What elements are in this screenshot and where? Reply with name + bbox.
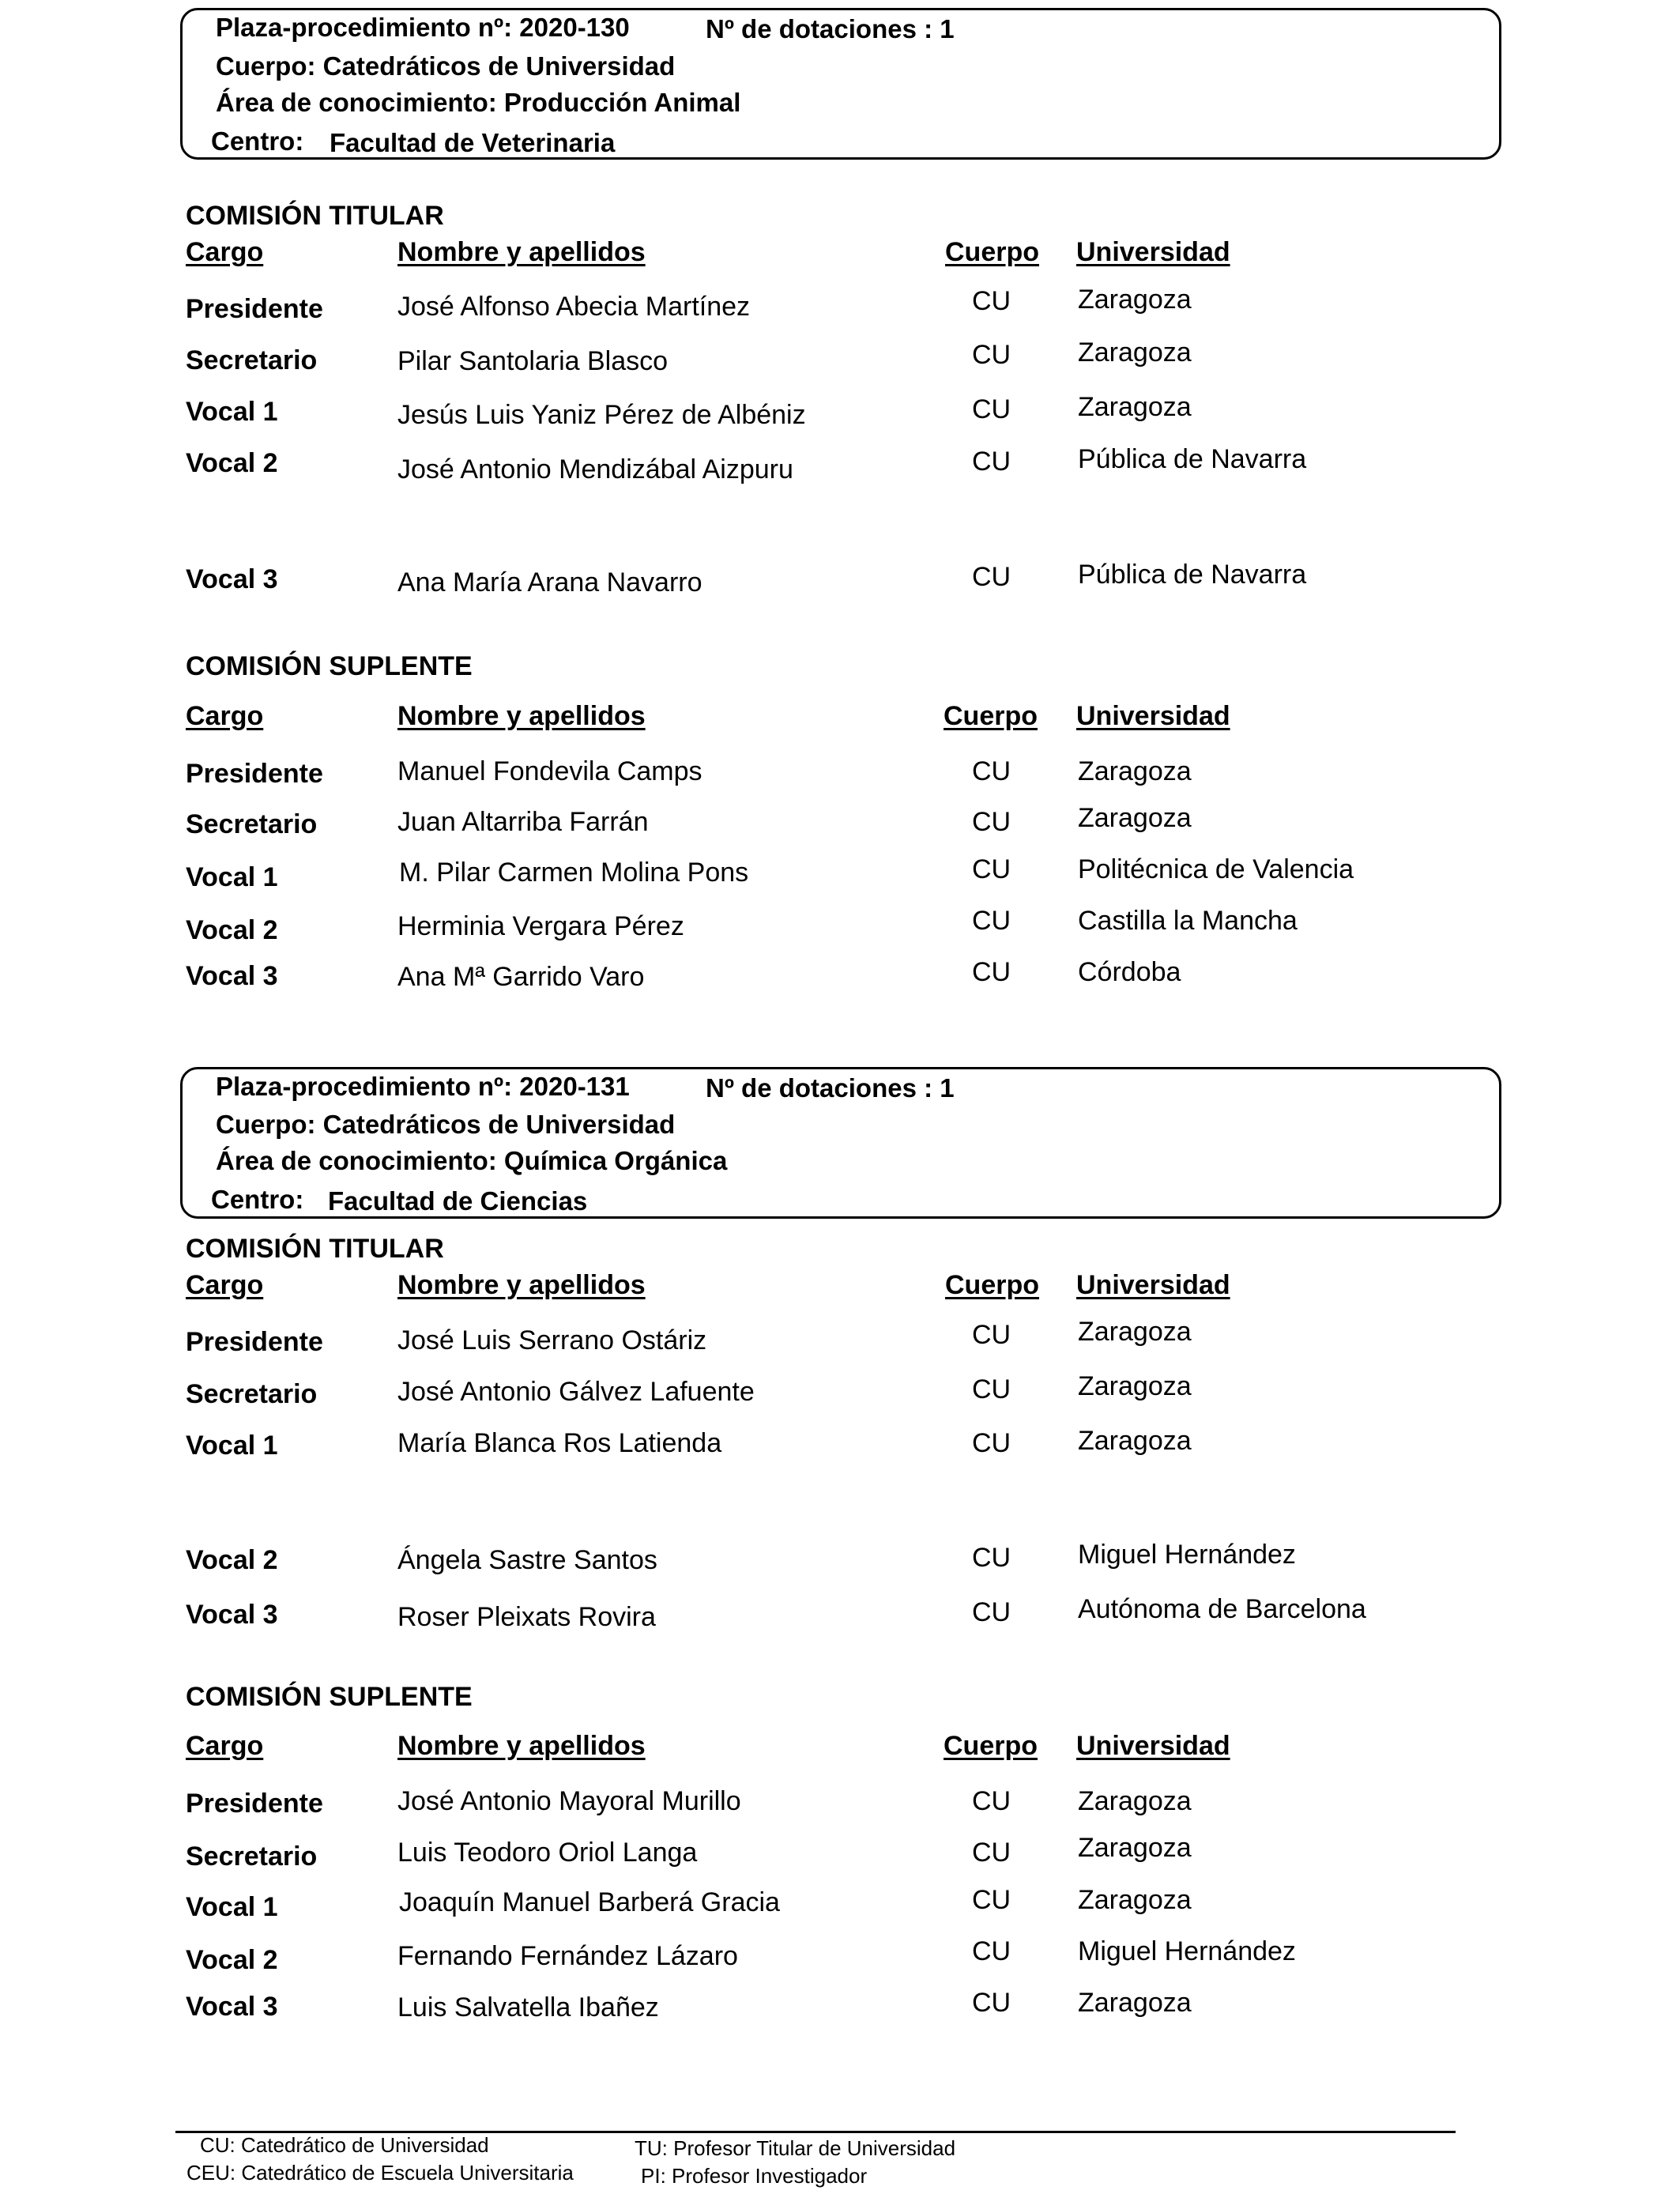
header-cargo: Cargo [186, 1270, 264, 1300]
plaza-line-2 [216, 1072, 630, 1102]
cuerpo-label: Cuerpo: [216, 51, 316, 81]
cuerpo-line-1 [216, 51, 675, 81]
row-cargo: Vocal 3 [186, 961, 278, 991]
row-nombre: Fernando Fernández Lázaro [397, 1941, 738, 1971]
legend-tu: TU: Profesor Titular de Universidad [635, 2136, 956, 2160]
area-label: Área de conocimiento: [216, 1146, 497, 1175]
header-cargo: Cargo [186, 701, 264, 731]
row-nombre: Pilar Santolaria Blasco [397, 346, 669, 376]
row-cargo: Vocal 2 [186, 448, 278, 478]
cuerpo-label: Cuerpo: [216, 1110, 316, 1139]
row-universidad: Zaragoza [1078, 1317, 1192, 1347]
comision-suplente-title: COMISIÓN SUPLENTE [186, 1682, 473, 1712]
row-nombre: Manuel Fondevila Camps [397, 756, 703, 786]
comision-titular-title: COMISIÓN TITULAR [186, 201, 444, 231]
row-universidad: Zaragoza [1078, 756, 1192, 786]
row-cargo: Vocal 1 [186, 397, 278, 427]
row-universidad: Pública de Navarra [1078, 444, 1307, 474]
plaza-label: Plaza-procedimiento nº: [216, 13, 513, 42]
row-universidad: Castilla la Mancha [1078, 906, 1298, 936]
row-cuerpo: CU [972, 1885, 1011, 1915]
row-cuerpo: CU [972, 1320, 1011, 1350]
dotaciones-line-2 [706, 1073, 955, 1103]
row-nombre: José Alfonso Abecia Martínez [397, 292, 751, 322]
header-nombre: Nombre y apellidos [397, 237, 646, 267]
row-cuerpo: CU [972, 1543, 1011, 1573]
dotaciones-label: Nº de dotaciones : [706, 14, 933, 43]
row-nombre: Roser Pleixats Rovira [397, 1602, 656, 1632]
row-nombre: Luis Teodoro Oriol Langa [397, 1838, 698, 1868]
header-cargo: Cargo [186, 237, 264, 267]
row-universidad: Zaragoza [1078, 1426, 1192, 1456]
header-cuerpo: Cuerpo [944, 701, 1038, 731]
row-nombre: José Antonio Mayoral Murillo [397, 1786, 741, 1816]
row-cargo: Vocal 3 [186, 1600, 278, 1630]
plaza-number: 2020-131 [519, 1072, 630, 1101]
row-universidad: Politécnica de Valencia [1078, 854, 1354, 884]
header-universidad: Universidad [1076, 237, 1230, 267]
row-cuerpo: CU [972, 854, 1011, 884]
plaza-number: 2020-130 [519, 13, 630, 42]
row-nombre: José Antonio Mendizábal Aizpuru [397, 454, 793, 484]
row-cuerpo: CU [972, 1428, 1011, 1458]
header-cuerpo: Cuerpo [945, 1270, 1039, 1300]
row-nombre: Ana María Arana Navarro [397, 567, 703, 598]
row-nombre: Luis Salvatella Ibañez [397, 1992, 659, 2022]
header-nombre: Nombre y apellidos [397, 1270, 646, 1300]
row-cargo: Presidente [186, 294, 323, 324]
row-nombre: María Blanca Ros Latienda [397, 1428, 722, 1458]
dotaciones-number: 1 [940, 1073, 955, 1103]
row-nombre: Ángela Sastre Santos [397, 1545, 657, 1575]
row-cuerpo: CU [972, 1838, 1011, 1868]
row-cargo: Vocal 1 [186, 1892, 278, 1922]
row-cargo: Presidente [186, 1327, 323, 1357]
comision-suplente-title: COMISIÓN SUPLENTE [186, 651, 473, 681]
centro-value-1: Facultad de Veterinaria [330, 128, 616, 157]
row-cargo: Vocal 2 [186, 1945, 278, 1975]
row-cargo: Vocal 2 [186, 915, 278, 945]
row-universidad: Miguel Hernández [1078, 1936, 1296, 1966]
row-nombre: José Luis Serrano Ostáriz [397, 1325, 707, 1355]
row-cargo: Secretario [186, 345, 318, 375]
row-cuerpo: CU [972, 394, 1011, 424]
row-universidad: Zaragoza [1078, 392, 1192, 422]
row-cargo: Secretario [186, 1842, 318, 1872]
row-cargo: Presidente [186, 1789, 323, 1819]
header-cargo: Cargo [186, 1731, 264, 1761]
area-value: Producción Animal [503, 88, 741, 117]
plaza-label: Plaza-procedimiento nº: [216, 1072, 513, 1101]
row-cuerpo: CU [972, 1374, 1011, 1404]
legend-pi: PI: Profesor Investigador [641, 2164, 868, 2188]
dotaciones-line-1 [706, 14, 955, 44]
row-universidad: Zaragoza [1078, 1988, 1192, 2018]
area-value: Química Orgánica [503, 1146, 728, 1175]
row-cuerpo: CU [972, 807, 1011, 837]
area-label: Área de conocimiento: [216, 88, 497, 117]
row-cuerpo: CU [972, 1988, 1011, 2018]
cuerpo-value: Catedráticos de Universidad [322, 1110, 676, 1139]
row-cargo: Secretario [186, 1379, 318, 1409]
row-universidad: Zaragoza [1078, 803, 1192, 833]
row-universidad: Zaragoza [1078, 1786, 1192, 1816]
header-universidad: Universidad [1076, 1731, 1230, 1761]
row-cuerpo: CU [972, 957, 1011, 987]
row-cuerpo: CU [972, 340, 1011, 370]
row-nombre: M. Pilar Carmen Molina Pons [399, 858, 749, 888]
header-cuerpo: Cuerpo [945, 237, 1039, 267]
row-nombre: Juan Altarriba Farrán [397, 807, 649, 837]
plaza-line-1 [216, 13, 630, 43]
header-nombre: Nombre y apellidos [397, 701, 646, 731]
row-cuerpo: CU [972, 562, 1011, 592]
row-nombre: Ana Mª Garrido Varo [397, 962, 645, 992]
row-cuerpo: CU [972, 1597, 1011, 1627]
row-universidad: Pública de Navarra [1078, 560, 1307, 590]
centro-value-2: Facultad de Ciencias [328, 1186, 588, 1216]
row-cuerpo: CU [972, 756, 1011, 786]
row-cargo: Presidente [186, 759, 323, 789]
row-universidad: Miguel Hernández [1078, 1540, 1296, 1570]
row-cuerpo: CU [972, 286, 1011, 316]
comision-titular-title: COMISIÓN TITULAR [186, 1234, 444, 1264]
dotaciones-label: Nº de dotaciones : [706, 1073, 933, 1103]
row-cargo: Vocal 3 [186, 564, 278, 594]
row-cargo: Vocal 3 [186, 1992, 278, 2022]
row-cuerpo: CU [972, 447, 1011, 477]
cuerpo-value: Catedráticos de Universidad [322, 51, 676, 81]
row-nombre: Herminia Vergara Pérez [397, 911, 684, 941]
row-universidad: Zaragoza [1078, 1833, 1192, 1863]
area-line-2 [216, 1146, 727, 1176]
row-cargo: Secretario [186, 809, 318, 839]
row-nombre: Joaquín Manuel Barberá Gracia [399, 1887, 780, 1917]
centro-label-1: Centro: [211, 126, 304, 156]
legend-ceu: CEU: Catedrático de Escuela Universitaria [186, 2161, 574, 2185]
header-cuerpo: Cuerpo [944, 1731, 1038, 1761]
row-cargo: Vocal 1 [186, 1431, 278, 1461]
dotaciones-number: 1 [940, 14, 955, 43]
cuerpo-line-2 [216, 1110, 675, 1140]
header-universidad: Universidad [1076, 1270, 1230, 1300]
row-nombre: José Antonio Gálvez Lafuente [397, 1377, 755, 1407]
row-universidad: Zaragoza [1078, 1371, 1192, 1401]
area-line-1 [216, 88, 740, 118]
row-universidad: Autónoma de Barcelona [1078, 1594, 1366, 1624]
legend-cu: CU: Catedrático de Universidad [200, 2133, 489, 2157]
row-universidad: Zaragoza [1078, 285, 1192, 315]
centro-label-2: Centro: [211, 1185, 304, 1214]
row-cargo: Vocal 1 [186, 862, 278, 892]
header-universidad: Universidad [1076, 701, 1230, 731]
row-universidad: Zaragoza [1078, 337, 1192, 368]
row-universidad: Córdoba [1078, 957, 1181, 987]
header-nombre: Nombre y apellidos [397, 1731, 646, 1761]
row-cuerpo: CU [972, 1936, 1011, 1966]
row-cuerpo: CU [972, 906, 1011, 936]
row-cuerpo: CU [972, 1786, 1011, 1816]
row-nombre: Jesús Luis Yaniz Pérez de Albéniz [397, 400, 806, 430]
row-universidad: Zaragoza [1078, 1885, 1192, 1915]
row-cargo: Vocal 2 [186, 1545, 278, 1575]
